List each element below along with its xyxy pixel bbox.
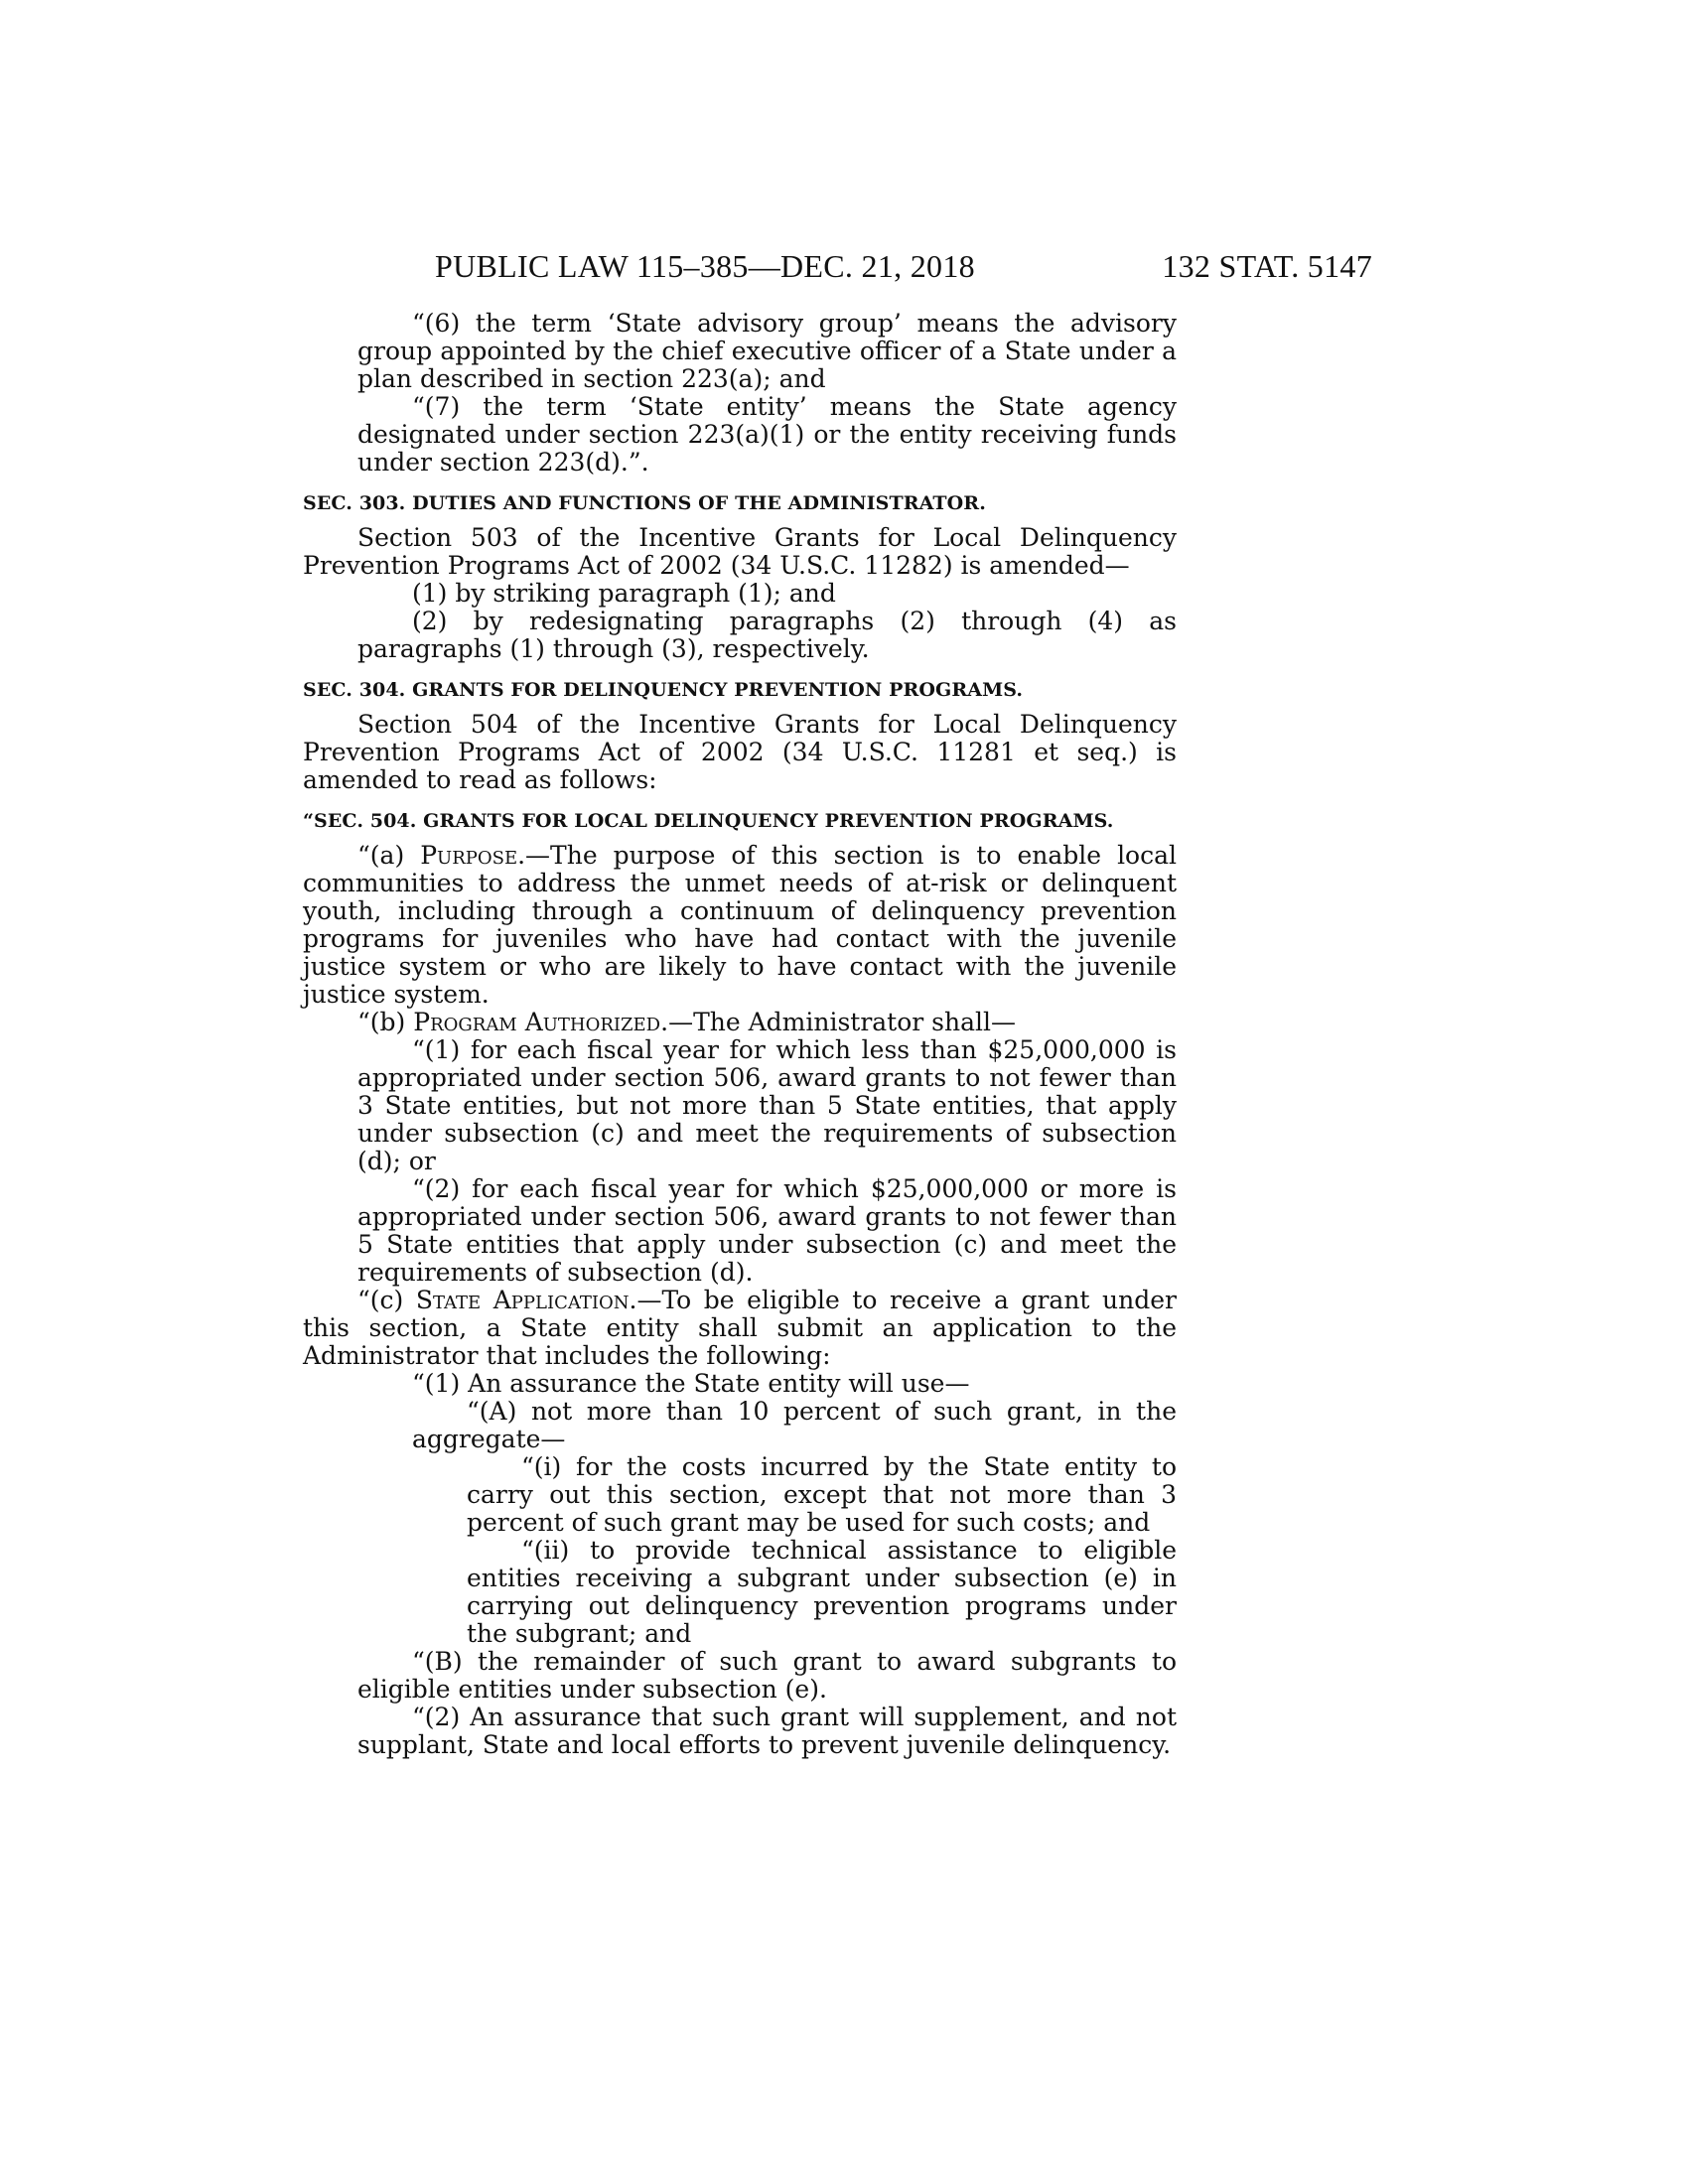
subparagraph-c-1-A: “(A) not more than 10 percent of such grant, in the aggregate—: [412, 1397, 1177, 1453]
clause-c-1-A-ii: “(ii) to provide technical assistance to eligible entities receiving a subgrant under subsection (e) in carrying out delinquency prevention programs under the subgrant; and: [467, 1536, 1177, 1648]
section-504-heading: “SEC. 504. GRANTS FOR LOCAL DELINQUENCY PREVENTION PROGRAMS.: [303, 810, 1114, 832]
paragraph-b-1: “(1) for each fiscal year for which less than $25,000,000 is appropriated under section 506, award grants to not fewer than 3 State entities, but not more than 5 State entities, that apply under subsection (c) and meet the requirements of subsection (d); or: [357, 1035, 1177, 1175]
definition-paragraph-7: “(7) the term ‘State entity’ means the State agency designated under section 223(a)(1) or the entity receiving funds under section 223(d).”.: [357, 392, 1177, 477]
subsection-b-caption: Program Authorized: [413, 1008, 661, 1036]
running-header: [0, 246, 1688, 286]
subsection-a-text: .—The purpose of this section is to enable local communities to address the unmet needs of at-risk or delinquent youth, including through a continuum of delinquency prevention programs for juveniles who have had contact with the juvenile justice system or who are likely to have contact with the juvenile justice system.: [303, 841, 1178, 1009]
subsection-a-caption: Purpose: [420, 841, 518, 870]
subsection-b-label: “(b): [357, 1008, 414, 1036]
subparagraph-c-1-B: “(B) the remainder of such grant to award subgrants to eligible entities under subsection (e).: [357, 1647, 1177, 1704]
section-304-intro: Section 504 of the Incentive Grants for Local Delinquency Prevention Programs Act of 2002 (34 U.S.C. 11281 et seq.) is amended to read as follows:: [303, 710, 1177, 794]
document-body: [303, 310, 1177, 1759]
paragraph-c-1: “(1) An assurance the State entity will use—: [412, 1369, 970, 1398]
subsection-a-label: “(a): [357, 841, 421, 870]
definition-paragraph-6: “(6) the term ‘State advisory group’ means the advisory group appointed by the chief executive officer of a State under a plan described in section 223(a); and: [357, 309, 1177, 393]
section-303-intro: Section 503 of the Incentive Grants for Local Delinquency Prevention Programs Act of 2002 (34 U.S.C. 11282) is amended—: [303, 523, 1177, 580]
subsection-a: [303, 842, 1177, 1009]
subsection-c-text: .—To be eligible to receive a grant under this section, a State entity shall submit an application to the Administrator that includes the following:: [303, 1286, 1177, 1370]
section-303-heading: SEC. 303. DUTIES AND FUNCTIONS OF THE ADMINISTRATOR.: [303, 492, 986, 514]
clause-c-1-A-i: “(i) for the costs incurred by the State entity to carry out this section, except that not more than 3 percent of such grant may be used for such costs; and: [467, 1452, 1177, 1537]
subsection-c-label: “(c): [357, 1286, 416, 1314]
subsection-c: [303, 1287, 1177, 1370]
header-title: PUBLIC LAW 115–385—DEC. 21, 2018: [435, 248, 975, 284]
paragraph-c-2: “(2) An assurance that such grant will supplement, and not supplant, State and local efforts to prevent juvenile delinquency.: [357, 1703, 1177, 1759]
page-number: 132 STAT. 5147: [1162, 248, 1372, 284]
paragraph-b-2: “(2) for each fiscal year for which $25,000,000 or more is appropriated under section 506, award grants to not fewer than 5 State entities that apply under subsection (c) and meet the requirements of subsection (d).: [357, 1174, 1177, 1287]
subsection-c-caption: State Application: [415, 1286, 630, 1314]
section-303-item-1: (1) by striking paragraph (1); and: [412, 579, 836, 608]
subsection-b: [303, 1009, 1177, 1036]
subsection-b-text: .—The Administrator shall—: [660, 1008, 1016, 1036]
section-303-item-2: (2) by redesignating paragraphs (2) through (4) as paragraphs (1) through (3), respectively.: [357, 607, 1177, 663]
section-304-heading: SEC. 304. GRANTS FOR DELINQUENCY PREVENTION PROGRAMS.: [303, 679, 1024, 701]
